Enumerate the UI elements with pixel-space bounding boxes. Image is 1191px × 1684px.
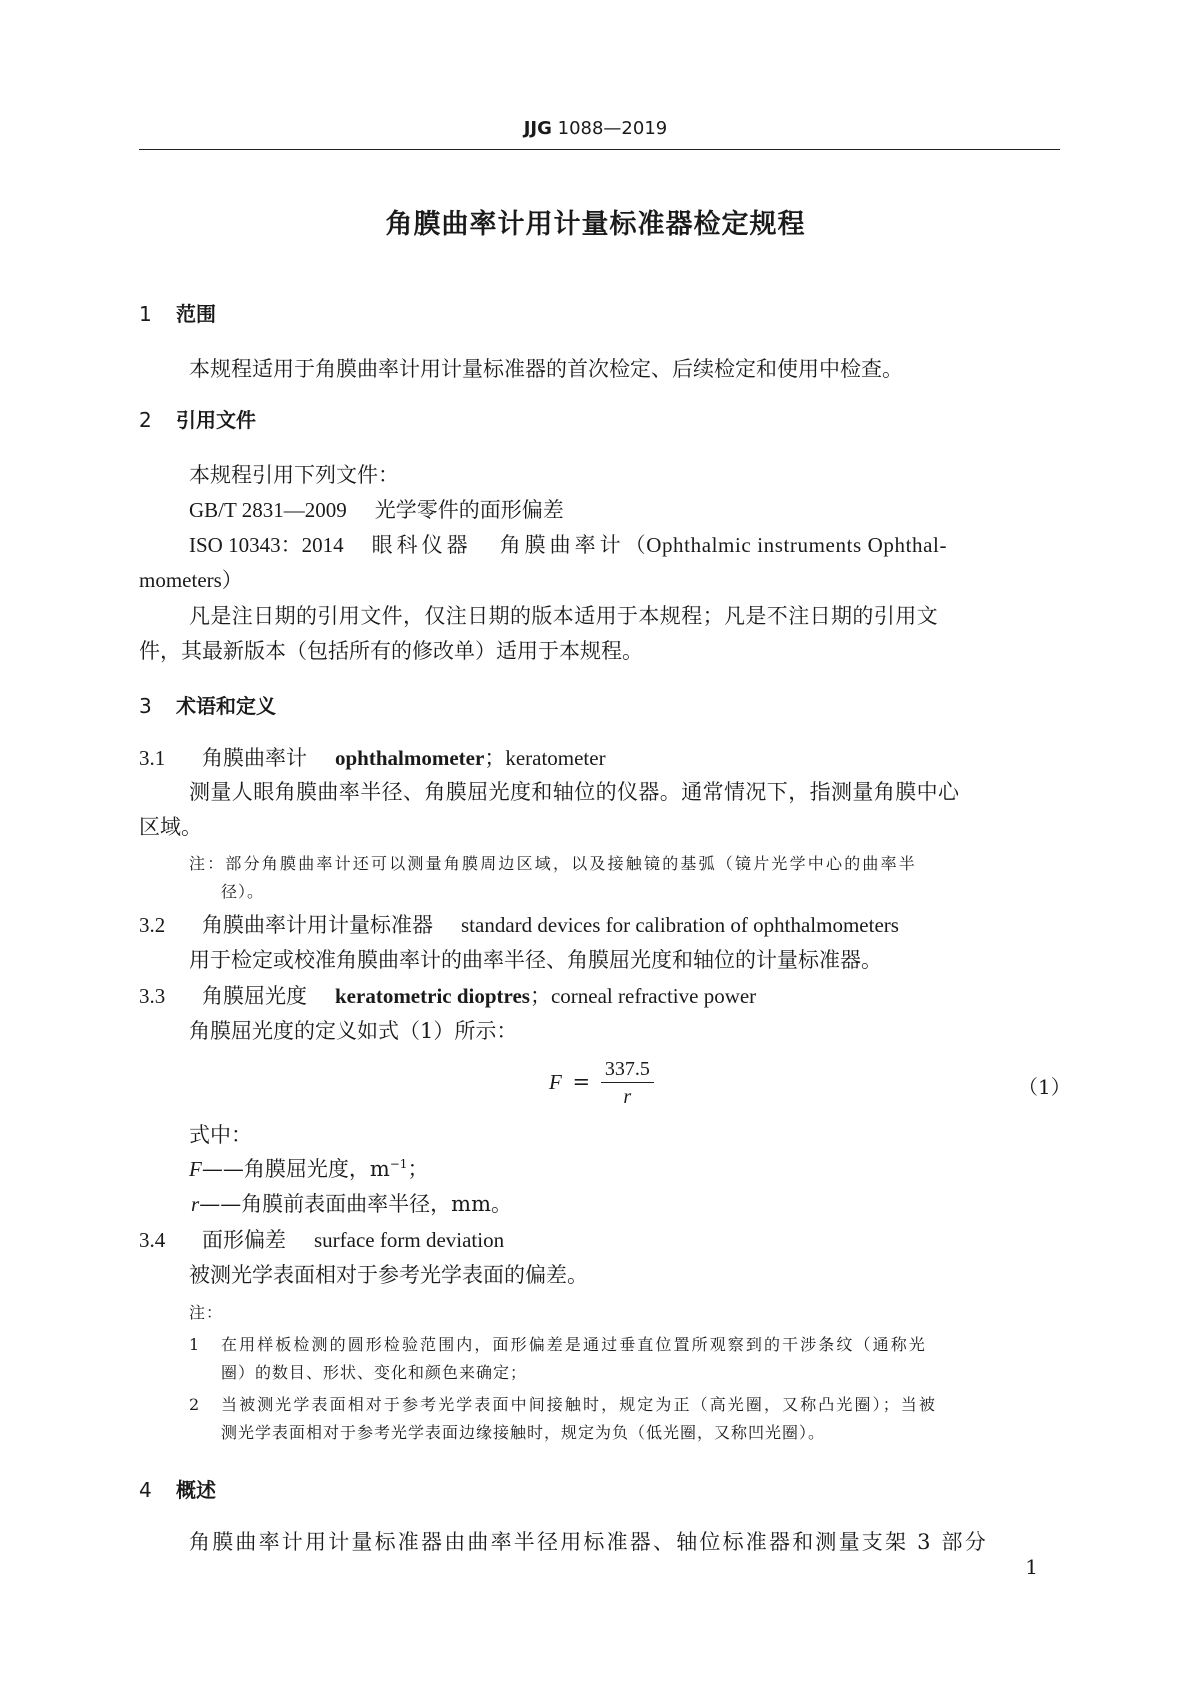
term-3-4-definition: 被测光学表面相对于参考光学表面的偏差。 — [189, 1263, 588, 1287]
term-3-4-note-1-line-2: 圈）的数目、形状、变化和颜色来确定； — [221, 1363, 528, 1382]
term-3-4-note-2-line-2: 测光学表面相对于参考光学表面边缘接触时，规定为负（低光圈，又称凹光圈）。 — [221, 1423, 826, 1442]
page-number: 1 — [1025, 1555, 1038, 1579]
formula-label: （1） — [1018, 1075, 1071, 1099]
term-3-4-note-2-line-1: 2 当被测光学表面相对于参考光学表面中间接触时，规定为正（高光圈，又称凸光圈）；当被 — [189, 1395, 938, 1414]
section-2-note-line-1: 凡是注日期的引用文件，仅注日期的版本适用于本规程；凡是不注日期的引用文 — [189, 604, 938, 628]
term-3-2: 3.2 角膜曲率计用计量标准器 standard devices for calibration of ophthalmometers — [139, 913, 899, 937]
header-rule — [139, 149, 1060, 150]
reference-iso-10343: ISO 10343：2014 眼科仪器 角膜曲率计（Ophthalmic instruments Ophthal- — [189, 533, 948, 557]
term-3-2-definition: 用于检定或校准角膜曲率计的曲率半径、角膜屈光度和轴位的计量标准器。 — [189, 948, 882, 972]
term-3-1-note-line-2: 径）。 — [221, 882, 265, 901]
section-3-heading: 3 术语和定义 — [139, 694, 276, 718]
term-3-3: 3.3 角膜屈光度 keratometric dioptres；corneal refractive power — [139, 984, 757, 1008]
reference-iso-10343-continuation: mometers） — [139, 568, 243, 592]
term-3-4-note-1-line-1: 1 在用样板检测的圆形检验范围内，面形偏差是通过垂直位置所观察到的干涉条纹（通称光 — [189, 1335, 927, 1354]
section-1-text: 本规程适用于角膜曲率计用计量标准器的首次检定、后续检定和使用中检查。 — [189, 357, 903, 381]
formula-variable-r: r——角膜前表面曲率半径，mm。 — [191, 1192, 513, 1216]
term-3-1-definition-line-1: 测量人眼角膜曲率半径、角膜屈光度和轴位的仪器。通常情况下，指测量角膜中心 — [189, 780, 960, 804]
section-1-heading: 1 范围 — [139, 302, 216, 326]
term-3-3-definition: 角膜屈光度的定义如式（1）所示： — [189, 1019, 518, 1043]
term-3-1-note-line-1: 注：部分角膜曲率计还可以测量角膜周边区域，以及接触镜的基弧（镜片光学中心的曲率半 — [189, 854, 918, 873]
reference-gbt-2831: GB/T 2831—2009 光学零件的面形偏差 — [189, 498, 564, 522]
formula-where: 式中： — [189, 1123, 252, 1147]
section-4-heading: 4 概述 — [139, 1478, 216, 1502]
term-3-4: 3.4 面形偏差 surface form deviation — [139, 1228, 505, 1252]
document-code-header: JJG 1088—2019 — [523, 118, 668, 139]
section-2-note-line-2: 件，其最新版本（包括所有的修改单）适用于本规程。 — [139, 639, 643, 663]
term-3-1-definition-line-2: 区域。 — [139, 815, 202, 839]
section-2-heading: 2 引用文件 — [139, 408, 256, 432]
section-4-text: 角膜曲率计用计量标准器由曲率半径用标准器、轴位标准器和测量支架 3 部分 — [189, 1530, 988, 1554]
term-3-4-note-label: 注： — [189, 1303, 224, 1322]
formula-equals: = — [572, 1070, 591, 1094]
formula-denominator: r — [623, 1086, 632, 1108]
section-2-intro: 本规程引用下列文件： — [189, 463, 399, 487]
formula-variable-f: F——角膜屈光度，$m^{-1}$； — [189, 1157, 429, 1181]
formula-1 — [549, 1056, 654, 1111]
formula-numerator: 337.5 — [601, 1056, 654, 1083]
document-title: 角膜曲率计用计量标准器检定规程 — [385, 209, 806, 240]
formula-lhs: F — [549, 1070, 562, 1094]
term-3-1: 3.1 角膜曲率计 ophthalmometer；keratometer — [139, 746, 606, 770]
formula-fraction — [601, 1056, 654, 1111]
